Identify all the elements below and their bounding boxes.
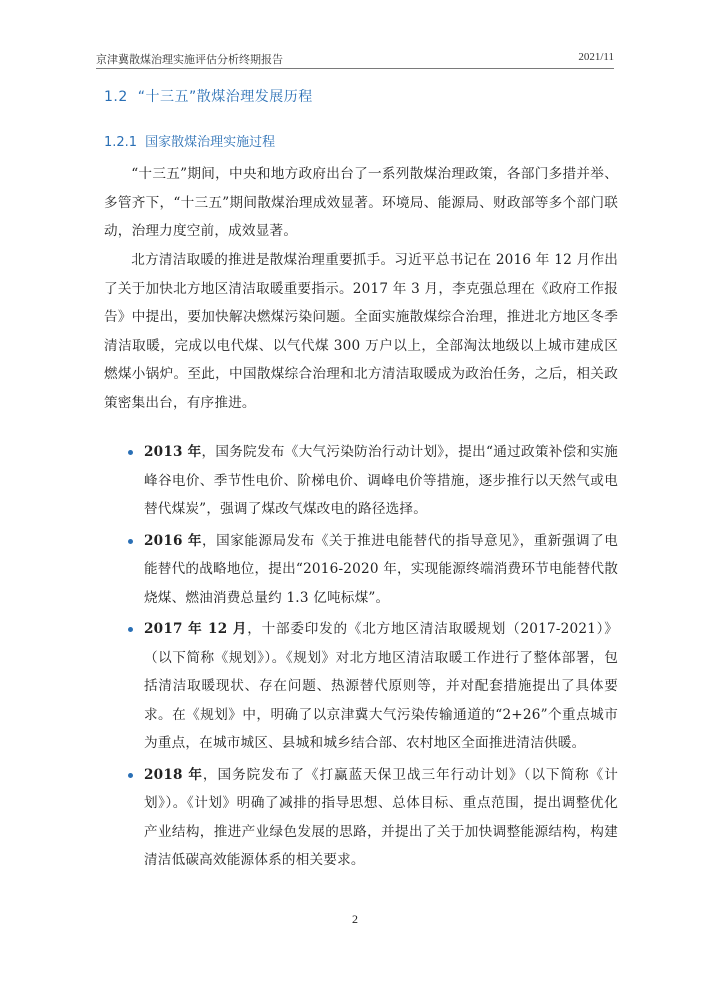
list-item-text: ，国务院发布了《打赢蓝天保卫战三年行动计划》（以下简称《计划》）。《计划》明确了减排的指导思想、总体目标、重点范围，提出调整优化产业结构，推进产业绿色发展的思路，并提出了关于加快调整能源结构，构建清洁低碳高效能源体系的相关要求。 — [144, 766, 618, 868]
subsection-number: 1.2.1 — [104, 135, 138, 150]
policy-timeline-list — [104, 438, 618, 878]
page-number: 2 — [352, 912, 358, 926]
section-heading — [104, 86, 313, 106]
list-item — [104, 438, 618, 524]
list-item-year: 2018 年 — [144, 766, 203, 783]
list-item-text: ，十部委印发的《北方地区清洁取暖规划（2017-2021）》（以下简称《规划》）。《规划》对北方地区清洁取暖工作进行了整体部署，包括清洁取暖现状、存在问题、热源替代原则等，并对配套措施提出了具体要求。在《规划》中，明确了以京津冀大气污染传输通道的“2+26”个重点城市为重点，在城市城区、县城和城乡结合部、农村地区全面推进清洁供暖。 — [144, 621, 618, 751]
bullet-dot-icon — [128, 539, 133, 544]
section-number: 1.2 — [104, 89, 128, 105]
list-item-year: 2016 年 — [144, 532, 202, 549]
list-item-text: ，国务院发布《大气污染防治行动计划》，提出“通过政策补偿和实施峰谷电价、季节性电价、阶梯电价、调峰电价等措施，逐步推行以天然气或电替代煤炭”，强调了煤改气煤改电的路径选择。 — [144, 444, 618, 517]
list-item-year: 2017 年 12 月 — [144, 621, 248, 637]
list-item — [104, 761, 618, 875]
header-title: 京津冀散煤治理实施评估分析终期报告 — [96, 53, 283, 66]
list-item-year: 2013 年 — [144, 444, 202, 460]
bullet-dot-icon — [128, 450, 133, 455]
list-item — [104, 527, 618, 613]
list-item-text: ，国家能源局发布《关于推进电能替代的指导意见》，重新强调了电能替代的战略地位，提出“2016-2020 年，实现能源终端消费环节电能替代散烧煤、燃油消费总量约 1.3 亿吨标煤”。 — [144, 532, 618, 606]
list-item — [104, 615, 618, 758]
paragraph-2: 北方清洁取暖的推进是散煤治理重要抓手。习近平总书记在 2016 年 12 月作出了关于加快北方地区清洁取暖重要指示。2017 年 3 月，李克强总理在《政府工作报告》中提出，要加快解决燃煤污染问题。全面实施散煤综合治理，推进北方地区冬季清洁取暖，完成以电代煤、以气代煤 300 万户以上，全部淘汰地级以上城市建成区燃煤小锅炉。至此，中国散煤综合治理和北方清洁取暖成为政治任务，之后，相关政策密集出台，有序推进。 — [104, 252, 618, 411]
bullet-dot-icon — [128, 773, 133, 778]
section-title: “十三五”散煤治理发展历程 — [137, 89, 313, 105]
subsection-heading — [104, 131, 275, 150]
subsection-title: 国家散煤治理实施过程 — [145, 135, 276, 150]
page-header — [96, 50, 614, 69]
paragraph-1: “十三五”期间，中央和地方政府出台了一系列散煤治理政策，各部门多措并举、多管齐下，“十三五”期间散煤治理成效显著。环境局、能源局、财政部等多个部门联动，治理力度空前，成效显著。 — [104, 166, 618, 239]
bullet-dot-icon — [128, 627, 133, 632]
header-date: 2021/11 — [578, 51, 614, 63]
